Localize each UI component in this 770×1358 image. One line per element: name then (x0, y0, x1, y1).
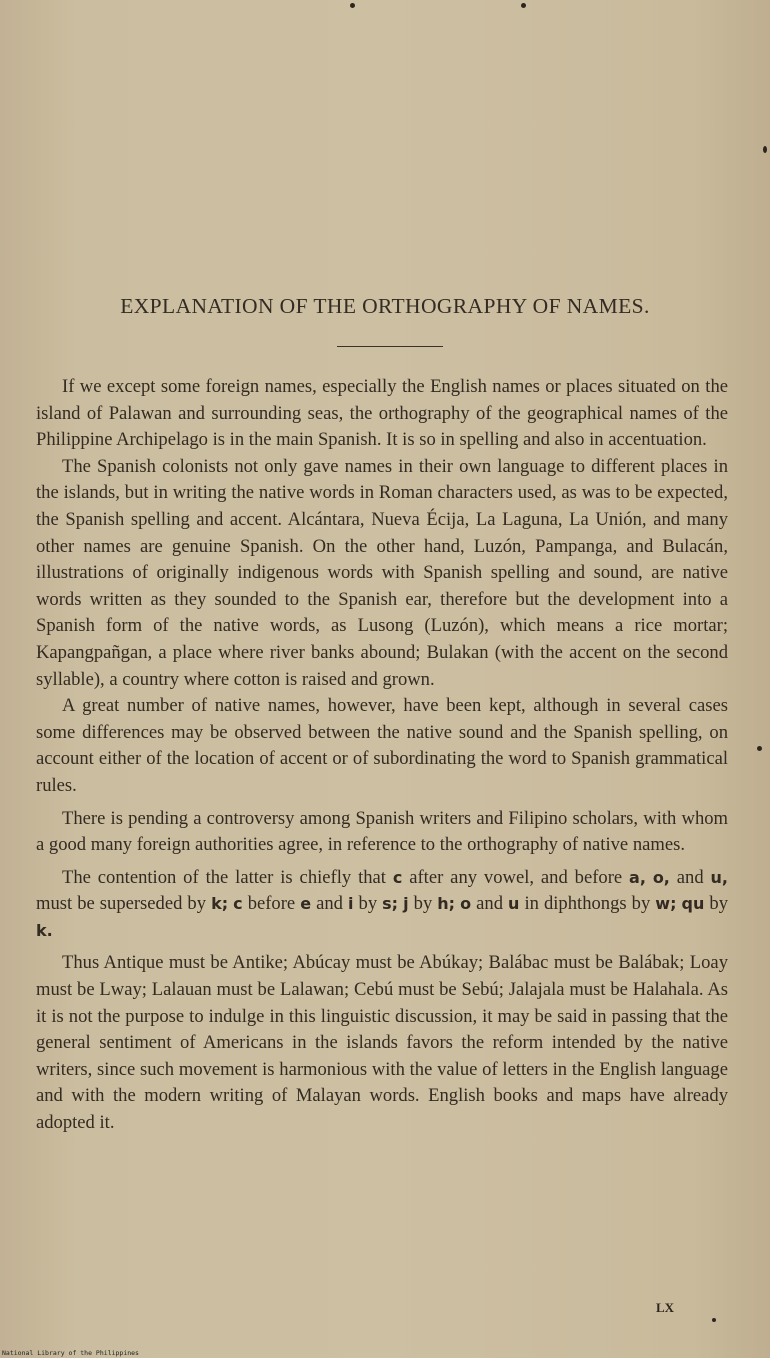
paragraph: The Spanish colonists not only gave names in their own language to different places in the islands, but in writing the native words in Roman characters used, as was to be expected, the Spanish spelling and accent. Alcántara, Nueva Écija, La Laguna, La Unión, and many other names are genuine Spanish. On the other hand, Luzón, Pampanga, and Bulacán, illustrations of originally indigenous words with Spanish spelling and sound, are native words written as they sounded to the Spanish ear, therefore but the development into a Spanish form of the native words, as Lusong (Luzón), which means a rice mortar; Kapangpañgan, a place where river banks abound; Bulakan (with the accent on the second syllable), a country where cotton is raised and grown. (36, 455, 728, 690)
page-title: EXPLANATION OF THE ORTHOGRAPHY OF NAMES. (120, 294, 650, 318)
ink-spot (712, 1318, 716, 1322)
paragraph: The contention of the latter is chiefly that c after any vowel, and before a, o, and u, must be superseded by k; c before e and i by s; j by h; o and u in diphthongs by w; qu by k. (36, 866, 729, 940)
library-credit: National Library of the Philippines (2, 1349, 139, 1357)
paragraph: Thus Antique must be Antike; Abúcay must be Abúkay; Balábac must be Balábak; Loay must be Lway; Lalauan must be Lalawan; Cebú must be Sebú; Jalajala must be Halahala. As it is not the purpose to indulge in this linguistic discussion, it may be said in passing that the general sentiment of Americans in the islands favors the reform intended by the native writers, since such movement is harmonious with the value of letters in the English language and with the modern writing of Malayan words. English books and maps have already adopted it. (36, 952, 728, 1134)
ink-spot (350, 3, 355, 8)
paragraph: There is pending a controversy among Spanish writers and Filipino scholars, with whom a good many foreign authorities agree, in reference to the orthography of native names. (36, 807, 728, 856)
title-divider (337, 346, 443, 347)
body-text (36, 374, 728, 1137)
ink-spot (763, 146, 767, 153)
ink-spot (757, 746, 762, 751)
paragraph: If we except some foreign names, especially the English names or places situated on the island of Palawan and surrounding seas, the orthography of the geographical names of the Philippine Archipelago is in the main Spanish. It is so in spelling and also in accentuation. (36, 376, 728, 451)
page-number: LX (656, 1300, 675, 1315)
paragraph: A great number of native names, however, have been kept, although in several cases some differences may be observed between the native sound and the Spanish spelling, on account either of the location of accent or of subordinating the word to Spanish grammatical rules. (36, 695, 728, 796)
ink-spot (521, 3, 526, 8)
